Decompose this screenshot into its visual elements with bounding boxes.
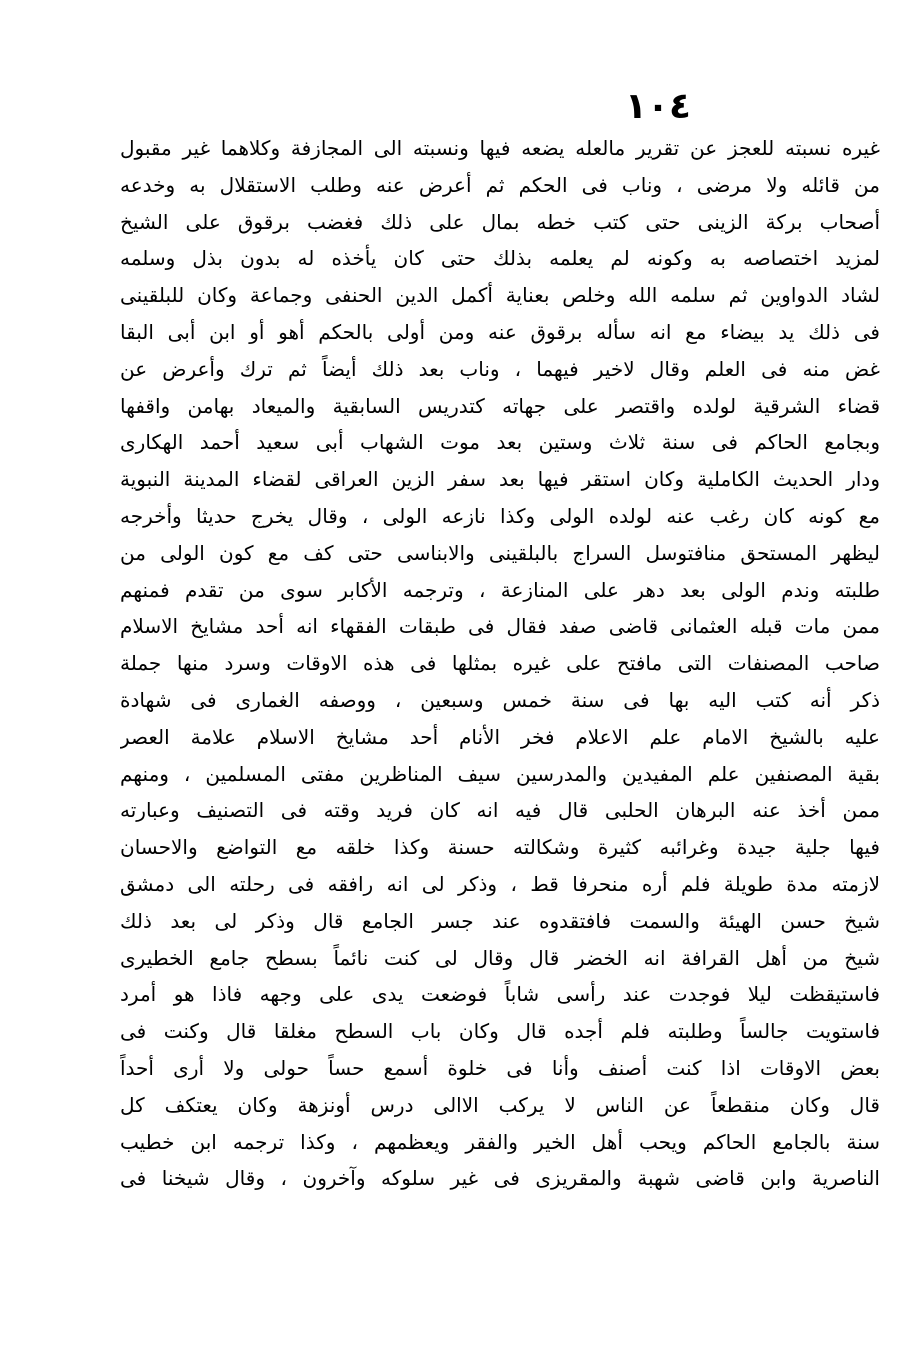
text-line: ذكر أنه كتب اليه بها فى سنة خمس وسبعين ، ووصفه الغمارى فى شهادة bbox=[120, 687, 880, 712]
page-number: ١٠٤ bbox=[625, 86, 691, 127]
text-line: قال وكان منقطعاً عن الناس لا يركب الاالى درس أونزهة وكان يعتكف كل bbox=[120, 1092, 880, 1117]
text-line: قضاء الشرقية لولده واقتصر على جهاته كتدريس السابقية والميعاد بهامن واقفها bbox=[120, 393, 880, 418]
text-line: عليه بالشيخ الامام علم الاعلام فخر الأنام أحد مشايخ الاسلام علامة العصر bbox=[120, 724, 880, 749]
text-line: من قائله ولا مرضى ، وناب فى الحكم ثم أعرض عنه وطلب الاستقلال به وخدعه bbox=[120, 172, 880, 197]
text-line: بقية المصنفين علم المفيدين والمدرسين سيف المناظرين مفتى المسلمين ، ومنهم bbox=[120, 761, 880, 786]
text-line: بعض الاوقات اذا كنت أصنف وأنا فى خلوة أسمع حساً حولى ولا أرى أحداً bbox=[120, 1055, 880, 1080]
text-line: مع كونه كان رغب عنه لولده الولى وكذا نازعه الولى ، وقال يخرج حديثا وأخرجه bbox=[120, 503, 880, 528]
body-text bbox=[120, 130, 880, 1197]
text-line: الناصرية وابن قاضى شهبة والمقريزى فى غير سلوكه وآخرون ، وقال شيخنا فى bbox=[120, 1166, 880, 1191]
text-line: لشاد الدواوين ثم سلمه الله وخلص بعناية أكمل الدين الحنفى وجماعة وكان للبلقينى bbox=[120, 283, 880, 308]
text-line: سنة بالجامع الحاكم ويحب أهل الخير والفقر ويعظمهم ، وكذا ترجمه ابن خطيب bbox=[120, 1129, 880, 1154]
text-line: ليظهر المستحق منافتوسل السراج بالبلقينى والابناسى حتى كف مع كون الولى من bbox=[120, 540, 880, 565]
text-line: ودار الحديث الكاملية وكان استقر فيها بعد سفر الزين العراقى لقضاء المدينة النبوية bbox=[120, 467, 880, 492]
text-line: لازمته مدة طويلة فلم أره منحرفا قط ، وذكر لى انه رافقه فى رحلته الى دمشق bbox=[120, 871, 880, 896]
text-line: شيخ حسن الهيئة والسمت فافتقدوه عند جسر الجامع قال وذكر لى بعد ذلك bbox=[120, 908, 880, 933]
text-line: وبجامع الحاكم فى سنة ثلاث وستين بعد موت الشهاب أبى سعيد أحمد الهكارى bbox=[120, 430, 880, 455]
text-line: أصحاب بركة الزينى حتى كتب خطه بمال على ذلك فغضب برقوق على الشيخ bbox=[120, 209, 880, 234]
text-line: صاحب المصنفات التى مافتح على غيره بمثلها فى هذه الاوقات وسرد منها جملة bbox=[120, 651, 880, 676]
text-line: شيخ من أهل القرافة انه الخضر قال وقال لى كنت نائماً بسطح جامع الخطيرى bbox=[120, 945, 880, 970]
text-line: فاستويت جالساً وطلبته فلم أجده قال وكان باب السطح مغلقا قال وكنت فى bbox=[120, 1019, 880, 1044]
text-line: لمزيد اختصاصه به وكونه لم يعلمه بذلك حتى كان يأخذه له بدون بذل وسلمه bbox=[120, 246, 880, 271]
text-line: فاستيقظت ليلا فوجدت عند رأسى شاباً فوضعت يدى على وجهه فاذا هو أمرد bbox=[120, 982, 880, 1007]
text-line: ممن أخذ عنه البرهان الحلبى قال فيه انه كان فريد وقته فى التصنيف وعبارته bbox=[120, 798, 880, 823]
text-line: غيره نسبته للعجز عن تقرير مالعله يضعه فيها ونسبته الى المجازفة وكلاهما غير مقبول bbox=[120, 136, 880, 160]
text-line: فيها جلية جيدة وغرائبه كثيرة وشكالته حسنة وكذا خلقه مع التواضع والاحسان bbox=[120, 835, 880, 860]
text-line: غض منه فى العلم وقال لاخير فيهما ، وناب بعد ذلك أيضاً ثم ترك وأعرض عن bbox=[120, 356, 880, 381]
text-line: طلبته وندم الولى بعد دهر على المنازعة ، وترجمه الأكابر سوى من تقدم فمنهم bbox=[120, 577, 880, 602]
text-line: ممن مات قبله العثمانى قاضى صفد فقال فى طبقات الفقهاء انه أحد مشايخ الاسلام bbox=[120, 614, 880, 639]
text-line: فى ذلك يد بيضاء مع انه سأله برقوق عنه ومن أولى بالحكم أهو أو ابن أبى البقا bbox=[120, 319, 880, 344]
